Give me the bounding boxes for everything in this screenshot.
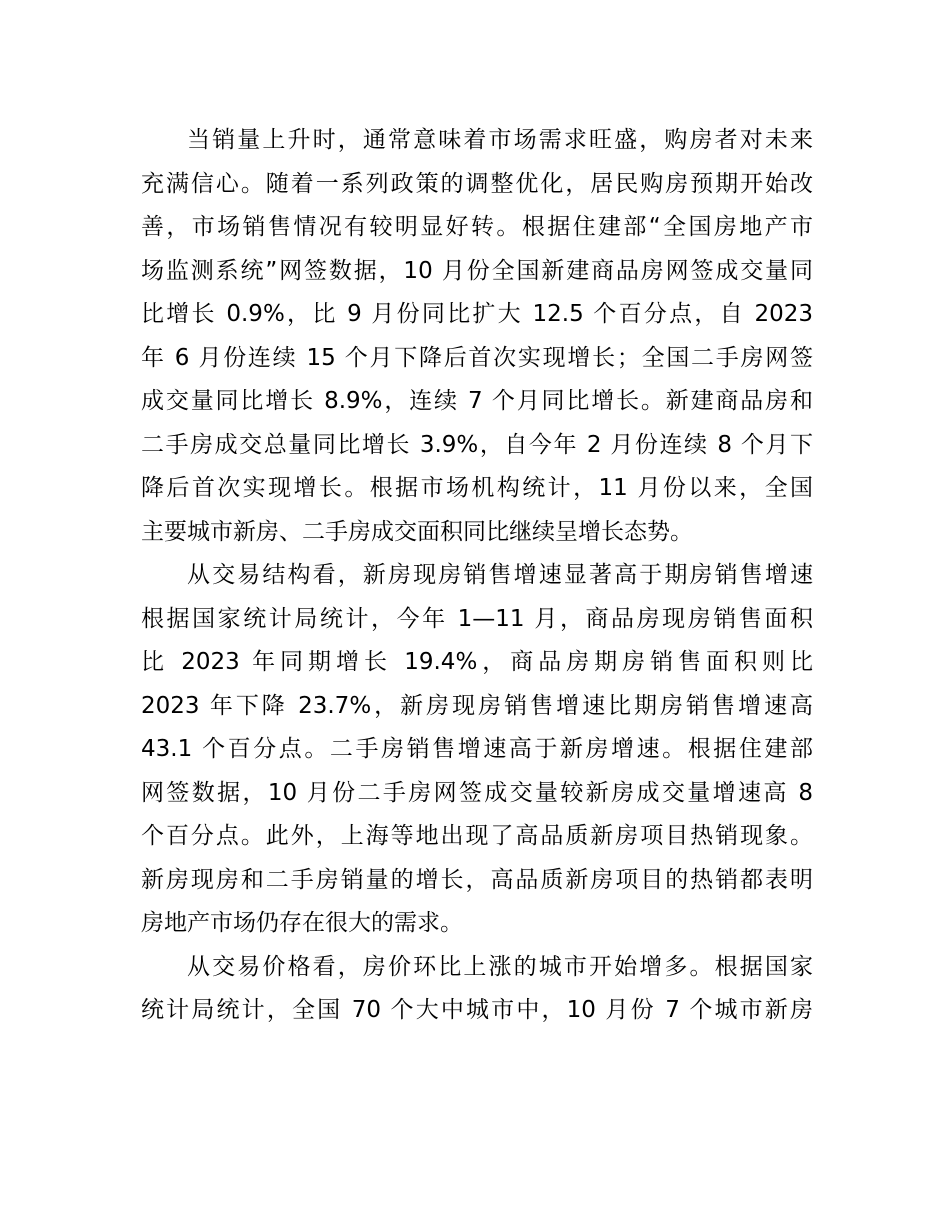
text-line: 从交易结构看，新房现房销售增速显著高于期房销售增速 <box>187 562 813 588</box>
text-line: 主要城市新房、二手房成交面积同比继续呈增长态势。 <box>141 518 693 545</box>
text-line: 新房现房和二手房销量的增长，高品质新房项目的热销都表明 <box>141 866 813 893</box>
text-line: 充满信心。随着一系列政策的调整优化，居民购房预期开始改 <box>141 170 813 197</box>
text-line: 场监测系统”网签数据，10 月份全国新建商品房网签成交量同 <box>141 257 813 284</box>
text-line: 房地产市场仍存在很大的需求。 <box>141 910 463 936</box>
text-line: 当销量上升时，通常意味着市场需求旺盛，购房者对未来 <box>187 127 813 153</box>
text-line: 成交量同比增长 8.9%，连续 7 个月同比增长。新建商品房和 <box>141 388 813 414</box>
text-line: 2023 年下降 23.7%，新房现房销售增速比期房销售增速高 <box>141 692 813 719</box>
document-body <box>141 119 813 1033</box>
text-line: 统计局统计，全国 70 个大中城市中，10 月份 7 个城市新房 <box>141 997 813 1023</box>
text-line: 43.1 个百分点。二手房销售增速高于新房增速。根据住建部 <box>141 736 813 762</box>
paragraph-transaction-price <box>141 946 813 1033</box>
text-line: 善，市场销售情况有较明显好转。根据住建部“全国房地产市 <box>141 214 813 240</box>
text-line: 年 6 月份连续 15 个月下降后首次实现增长；全国二手房网签 <box>141 344 813 371</box>
text-line: 根据国家统计局统计，今年 1—11 月，商品房现房销售面积 <box>141 605 813 632</box>
text-line: 网签数据，10 月份二手房网签成交量较新房成交量增速高 8 <box>141 779 813 806</box>
text-line: 个百分点。此外，上海等地出现了高品质新房项目热销现象。 <box>141 823 813 849</box>
paragraph-transaction-structure <box>141 554 813 946</box>
text-line: 比增长 0.9%，比 9 月份同比扩大 12.5 个百分点，自 2023 <box>141 301 813 327</box>
text-line: 比 2023 年同期增长 19.4%，商品房期房销售面积则比 <box>141 649 813 675</box>
paragraph-sales-trend <box>141 119 813 554</box>
text-line: 降后首次实现增长。根据市场机构统计，11 月份以来，全国 <box>141 475 813 501</box>
text-line: 二手房成交总量同比增长 3.9%，自今年 2 月份连续 8 个月下 <box>141 431 813 458</box>
text-line: 从交易价格看，房价环比上涨的城市开始增多。根据国家 <box>187 953 813 980</box>
